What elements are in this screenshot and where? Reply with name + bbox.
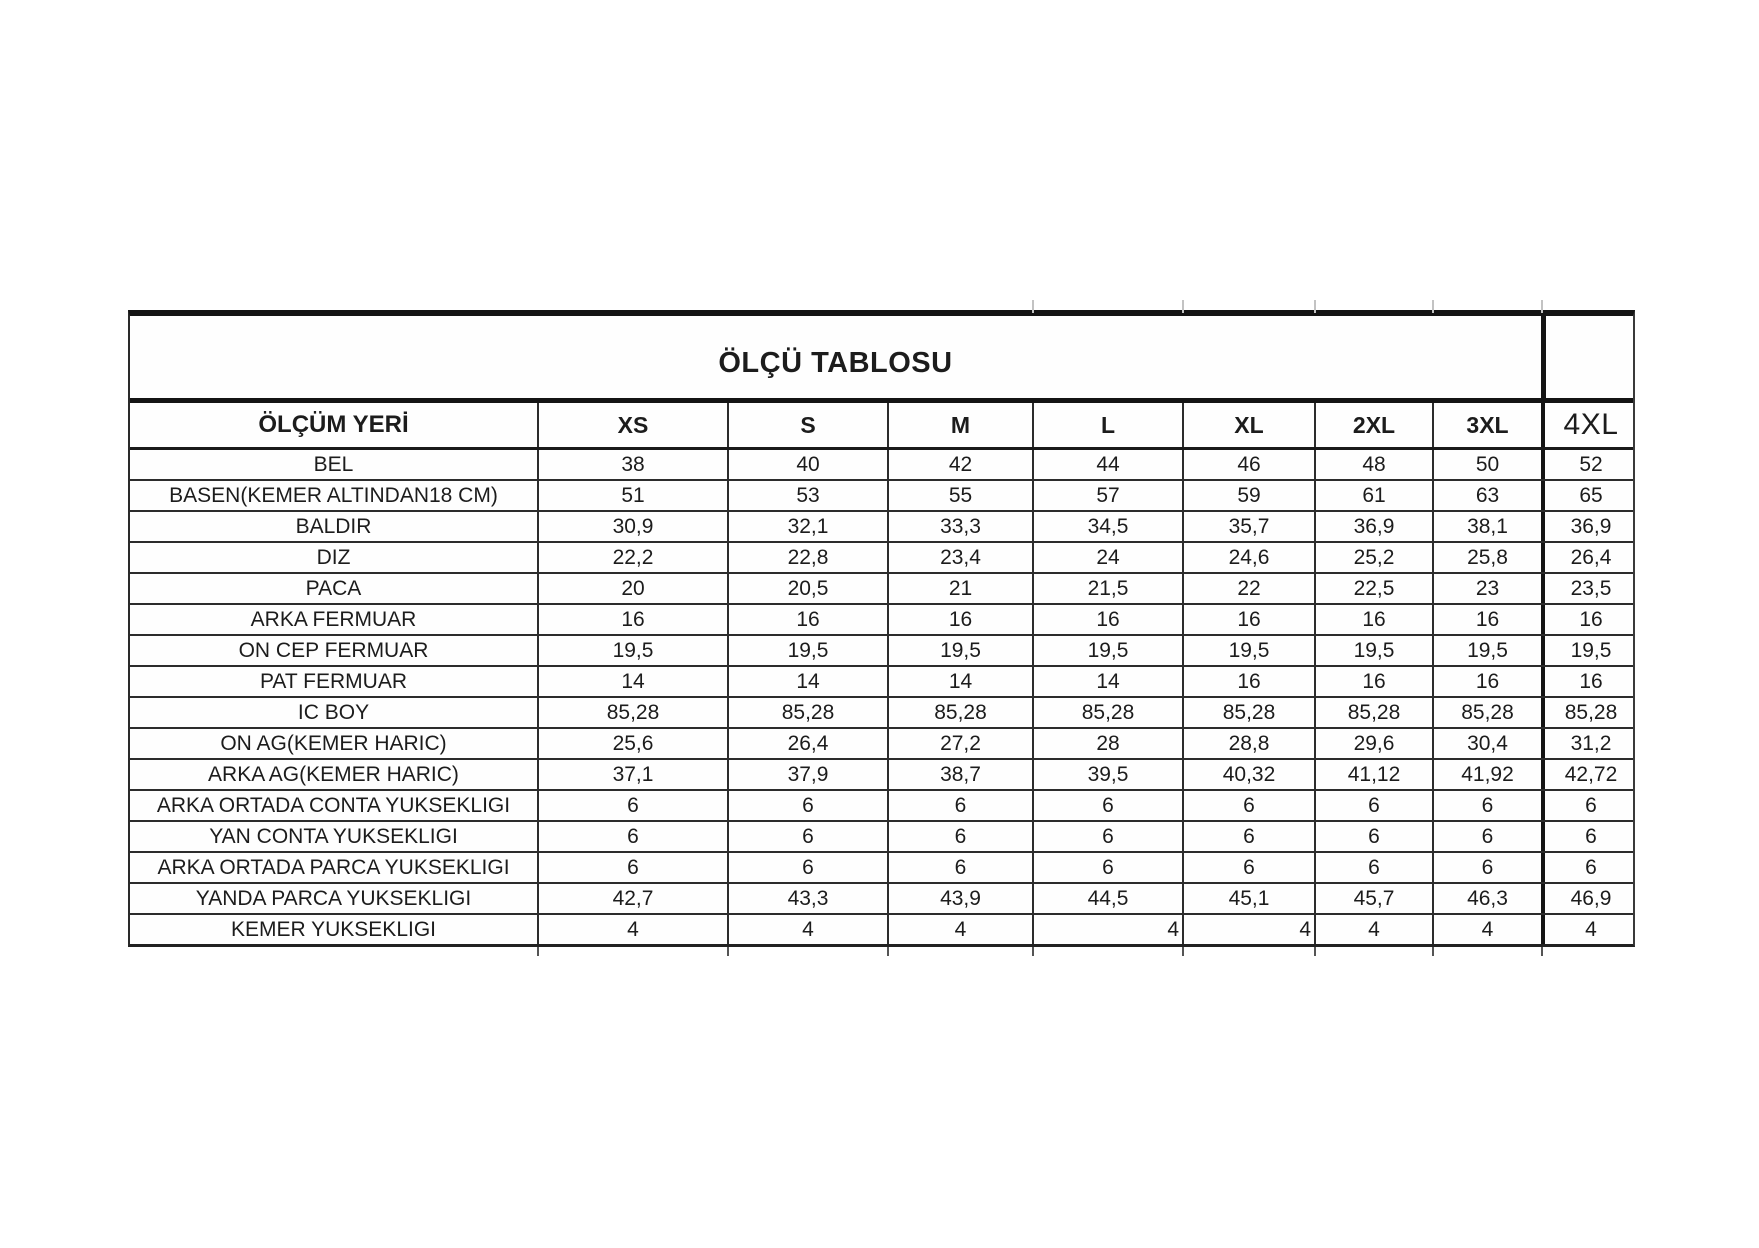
value-cell: 41,92 (1432, 760, 1541, 789)
value-cell: 25,2 (1314, 543, 1432, 572)
value-cell: 42 (887, 450, 1032, 479)
value-cell: 37,9 (727, 760, 887, 789)
value-cell: 6 (1032, 853, 1182, 882)
value-cell: 85,28 (1314, 698, 1432, 727)
value-cell: 85,28 (1182, 698, 1314, 727)
value-cell: 14 (1032, 667, 1182, 696)
value-cell: 43,9 (887, 884, 1032, 913)
row-label-cell: ARKA ORTADA PARCA YUKSEKLIGI (157, 855, 510, 879)
size-table (128, 310, 1635, 947)
gridline-stub (1314, 947, 1316, 956)
value-cell: 85,28 (1432, 698, 1541, 727)
gridline-stub (1032, 947, 1034, 956)
value-cell: 4 (1314, 915, 1432, 944)
row-label-cell: ARKA AG(KEMER HARIC) (208, 762, 459, 786)
value-cell: 6 (1032, 822, 1182, 851)
value-cell: 44 (1032, 450, 1182, 479)
row-label-cell: YAN CONTA YUKSEKLIGI (209, 824, 458, 848)
value-cell: 57 (1032, 481, 1182, 510)
value-cell: 42,72 (1541, 760, 1637, 789)
row-label-cell: BALDIR (295, 514, 372, 538)
value-cell: 25,8 (1432, 543, 1541, 572)
gridline-stub (1314, 300, 1316, 313)
value-cell: 44,5 (1032, 884, 1182, 913)
row-label-cell: ON CEP FERMUAR (238, 638, 429, 662)
value-cell: 41,12 (1314, 760, 1432, 789)
table-row (130, 667, 1633, 698)
table-row (130, 543, 1633, 574)
table-row (130, 574, 1633, 605)
size-header-l: L (1032, 403, 1182, 447)
value-cell: 4 (887, 915, 1032, 944)
value-cell: 26,4 (1541, 543, 1637, 572)
value-cell: 4 (1182, 915, 1314, 944)
value-cell: 59 (1182, 481, 1314, 510)
value-cell: 30,4 (1432, 729, 1541, 758)
value-cell: 6 (887, 822, 1032, 851)
value-cell: 52 (1541, 450, 1637, 479)
value-cell: 38,7 (887, 760, 1032, 789)
value-cell: 16 (887, 605, 1032, 634)
value-cell: 38 (537, 450, 727, 479)
value-cell: 6 (727, 853, 887, 882)
value-cell: 6 (1182, 853, 1314, 882)
table-row (130, 605, 1633, 636)
table-row (130, 698, 1633, 729)
value-cell: 43,3 (727, 884, 887, 913)
value-cell: 19,5 (727, 636, 887, 665)
gridline-stub (1541, 300, 1543, 313)
row-label-cell: ARKA ORTADA CONTA YUKSEKLIGI (156, 793, 511, 817)
value-cell: 4 (1432, 915, 1541, 944)
value-cell: 19,5 (1541, 636, 1637, 665)
value-cell: 6 (727, 822, 887, 851)
header-row (130, 403, 1633, 450)
gridline-stub (1541, 947, 1543, 956)
value-cell: 4 (1032, 915, 1182, 944)
value-cell: 85,28 (727, 698, 887, 727)
value-cell: 19,5 (1432, 636, 1541, 665)
value-cell: 33,3 (887, 512, 1032, 541)
value-cell: 6 (1314, 791, 1432, 820)
row-label-cell: DIZ (316, 545, 351, 569)
value-cell: 34,5 (1032, 512, 1182, 541)
value-cell: 6 (1541, 822, 1637, 851)
row-label-cell: YANDA PARCA YUKSEKLIGI (195, 886, 472, 910)
value-cell: 40 (727, 450, 887, 479)
size-header-4xl: 4XL (1541, 403, 1637, 447)
value-cell: 6 (1432, 822, 1541, 851)
value-cell: 4 (1541, 915, 1637, 944)
table-row (130, 760, 1633, 791)
value-cell: 16 (537, 605, 727, 634)
row-label-cell: ON AG(KEMER HARIC) (220, 731, 447, 755)
row-label-cell: BEL (313, 452, 354, 476)
value-cell: 24 (1032, 543, 1182, 572)
gridline-stub (1182, 300, 1184, 313)
value-cell: 36,9 (1541, 512, 1637, 541)
value-cell: 6 (1541, 791, 1637, 820)
value-cell: 53 (727, 481, 887, 510)
value-cell: 45,7 (1314, 884, 1432, 913)
value-cell: 36,9 (1314, 512, 1432, 541)
gridline-stub (887, 947, 889, 956)
gridline-stub (1432, 947, 1434, 956)
table-body (130, 450, 1633, 944)
value-cell: 6 (1432, 791, 1541, 820)
value-cell: 85,28 (1541, 698, 1637, 727)
value-cell: 6 (1541, 853, 1637, 882)
value-cell: 16 (727, 605, 887, 634)
size-header-xl: XL (1182, 403, 1314, 447)
gridline-stub (1182, 947, 1184, 956)
size-header-3xl: 3XL (1432, 403, 1541, 447)
row-label-cell: PAT FERMUAR (259, 669, 407, 693)
value-cell: 6 (887, 791, 1032, 820)
table-row (130, 636, 1633, 667)
value-cell: 22,8 (727, 543, 887, 572)
measurement-place-header: ÖLÇÜM YERİ (258, 411, 409, 438)
value-cell: 46,3 (1432, 884, 1541, 913)
value-cell: 50 (1432, 450, 1541, 479)
value-cell: 42,7 (537, 884, 727, 913)
value-cell: 85,28 (887, 698, 1032, 727)
value-cell: 16 (1182, 667, 1314, 696)
value-cell: 16 (1314, 605, 1432, 634)
value-cell: 6 (887, 853, 1032, 882)
value-cell: 19,5 (537, 636, 727, 665)
value-cell: 23 (1432, 574, 1541, 603)
value-cell: 14 (537, 667, 727, 696)
value-cell: 39,5 (1032, 760, 1182, 789)
value-cell: 16 (1432, 667, 1541, 696)
value-cell: 6 (727, 791, 887, 820)
value-cell: 27,2 (887, 729, 1032, 758)
value-cell: 40,32 (1182, 760, 1314, 789)
value-cell: 35,7 (1182, 512, 1314, 541)
value-cell: 85,28 (537, 698, 727, 727)
value-cell: 4 (537, 915, 727, 944)
value-cell: 20,5 (727, 574, 887, 603)
table-row (130, 884, 1633, 915)
value-cell: 16 (1432, 605, 1541, 634)
table-row (130, 791, 1633, 822)
size-header-2xl: 2XL (1314, 403, 1432, 447)
table-title-row (130, 316, 1633, 403)
value-cell: 31,2 (1541, 729, 1637, 758)
value-cell: 28 (1032, 729, 1182, 758)
gridline-stub (537, 947, 539, 956)
value-cell: 22 (1182, 574, 1314, 603)
value-cell: 6 (537, 822, 727, 851)
value-cell: 16 (1032, 605, 1182, 634)
value-cell: 16 (1541, 667, 1637, 696)
value-cell: 19,5 (1182, 636, 1314, 665)
value-cell: 38,1 (1432, 512, 1541, 541)
gridline-stub (727, 947, 729, 956)
value-cell: 6 (1182, 822, 1314, 851)
value-cell: 14 (887, 667, 1032, 696)
value-cell: 20 (537, 574, 727, 603)
table-row (130, 450, 1633, 481)
gridline-stub (1032, 300, 1034, 313)
table-row (130, 729, 1633, 760)
table-title: ÖLÇÜ TABLOSU (718, 346, 953, 379)
value-cell: 23,4 (887, 543, 1032, 572)
value-cell: 22,5 (1314, 574, 1432, 603)
table-row (130, 822, 1633, 853)
value-cell: 6 (1032, 791, 1182, 820)
value-cell: 21 (887, 574, 1032, 603)
table-row (130, 853, 1633, 884)
value-cell: 45,1 (1182, 884, 1314, 913)
value-cell: 28,8 (1182, 729, 1314, 758)
value-cell: 19,5 (1032, 636, 1182, 665)
value-cell: 25,6 (537, 729, 727, 758)
value-cell: 55 (887, 481, 1032, 510)
value-cell: 21,5 (1032, 574, 1182, 603)
value-cell: 46,9 (1541, 884, 1637, 913)
value-cell: 29,6 (1314, 729, 1432, 758)
value-cell: 6 (537, 853, 727, 882)
value-cell: 48 (1314, 450, 1432, 479)
value-cell: 85,28 (1032, 698, 1182, 727)
table-title-corner-cell (1541, 316, 1637, 398)
value-cell: 23,5 (1541, 574, 1637, 603)
value-cell: 22,2 (537, 543, 727, 572)
value-cell: 14 (727, 667, 887, 696)
gridline-stub (1432, 300, 1434, 313)
value-cell: 16 (1314, 667, 1432, 696)
value-cell: 19,5 (1314, 636, 1432, 665)
value-cell: 37,1 (537, 760, 727, 789)
value-cell: 6 (1432, 853, 1541, 882)
size-header-s: S (727, 403, 887, 447)
value-cell: 6 (537, 791, 727, 820)
value-cell: 63 (1432, 481, 1541, 510)
table-row (130, 512, 1633, 543)
value-cell: 19,5 (887, 636, 1032, 665)
table-row (130, 915, 1633, 944)
value-cell: 32,1 (727, 512, 887, 541)
value-cell: 16 (1541, 605, 1637, 634)
value-cell: 30,9 (537, 512, 727, 541)
value-cell: 26,4 (727, 729, 887, 758)
value-cell: 65 (1541, 481, 1637, 510)
value-cell: 24,6 (1182, 543, 1314, 572)
table-row (130, 481, 1633, 512)
value-cell: 51 (537, 481, 727, 510)
size-header-m: M (887, 403, 1032, 447)
row-label-cell: PACA (305, 576, 362, 600)
value-cell: 61 (1314, 481, 1432, 510)
size-header-xs: XS (537, 403, 727, 447)
value-cell: 4 (727, 915, 887, 944)
row-label-cell: BASEN(KEMER ALTINDAN18 CM) (169, 483, 498, 507)
value-cell: 6 (1182, 791, 1314, 820)
value-cell: 46 (1182, 450, 1314, 479)
value-cell: 6 (1314, 853, 1432, 882)
value-cell: 16 (1182, 605, 1314, 634)
row-label-cell: ARKA FERMUAR (250, 607, 417, 631)
row-label-cell: IC BOY (297, 700, 370, 724)
row-label-cell: KEMER YUKSEKLIGI (230, 917, 437, 941)
value-cell: 6 (1314, 822, 1432, 851)
